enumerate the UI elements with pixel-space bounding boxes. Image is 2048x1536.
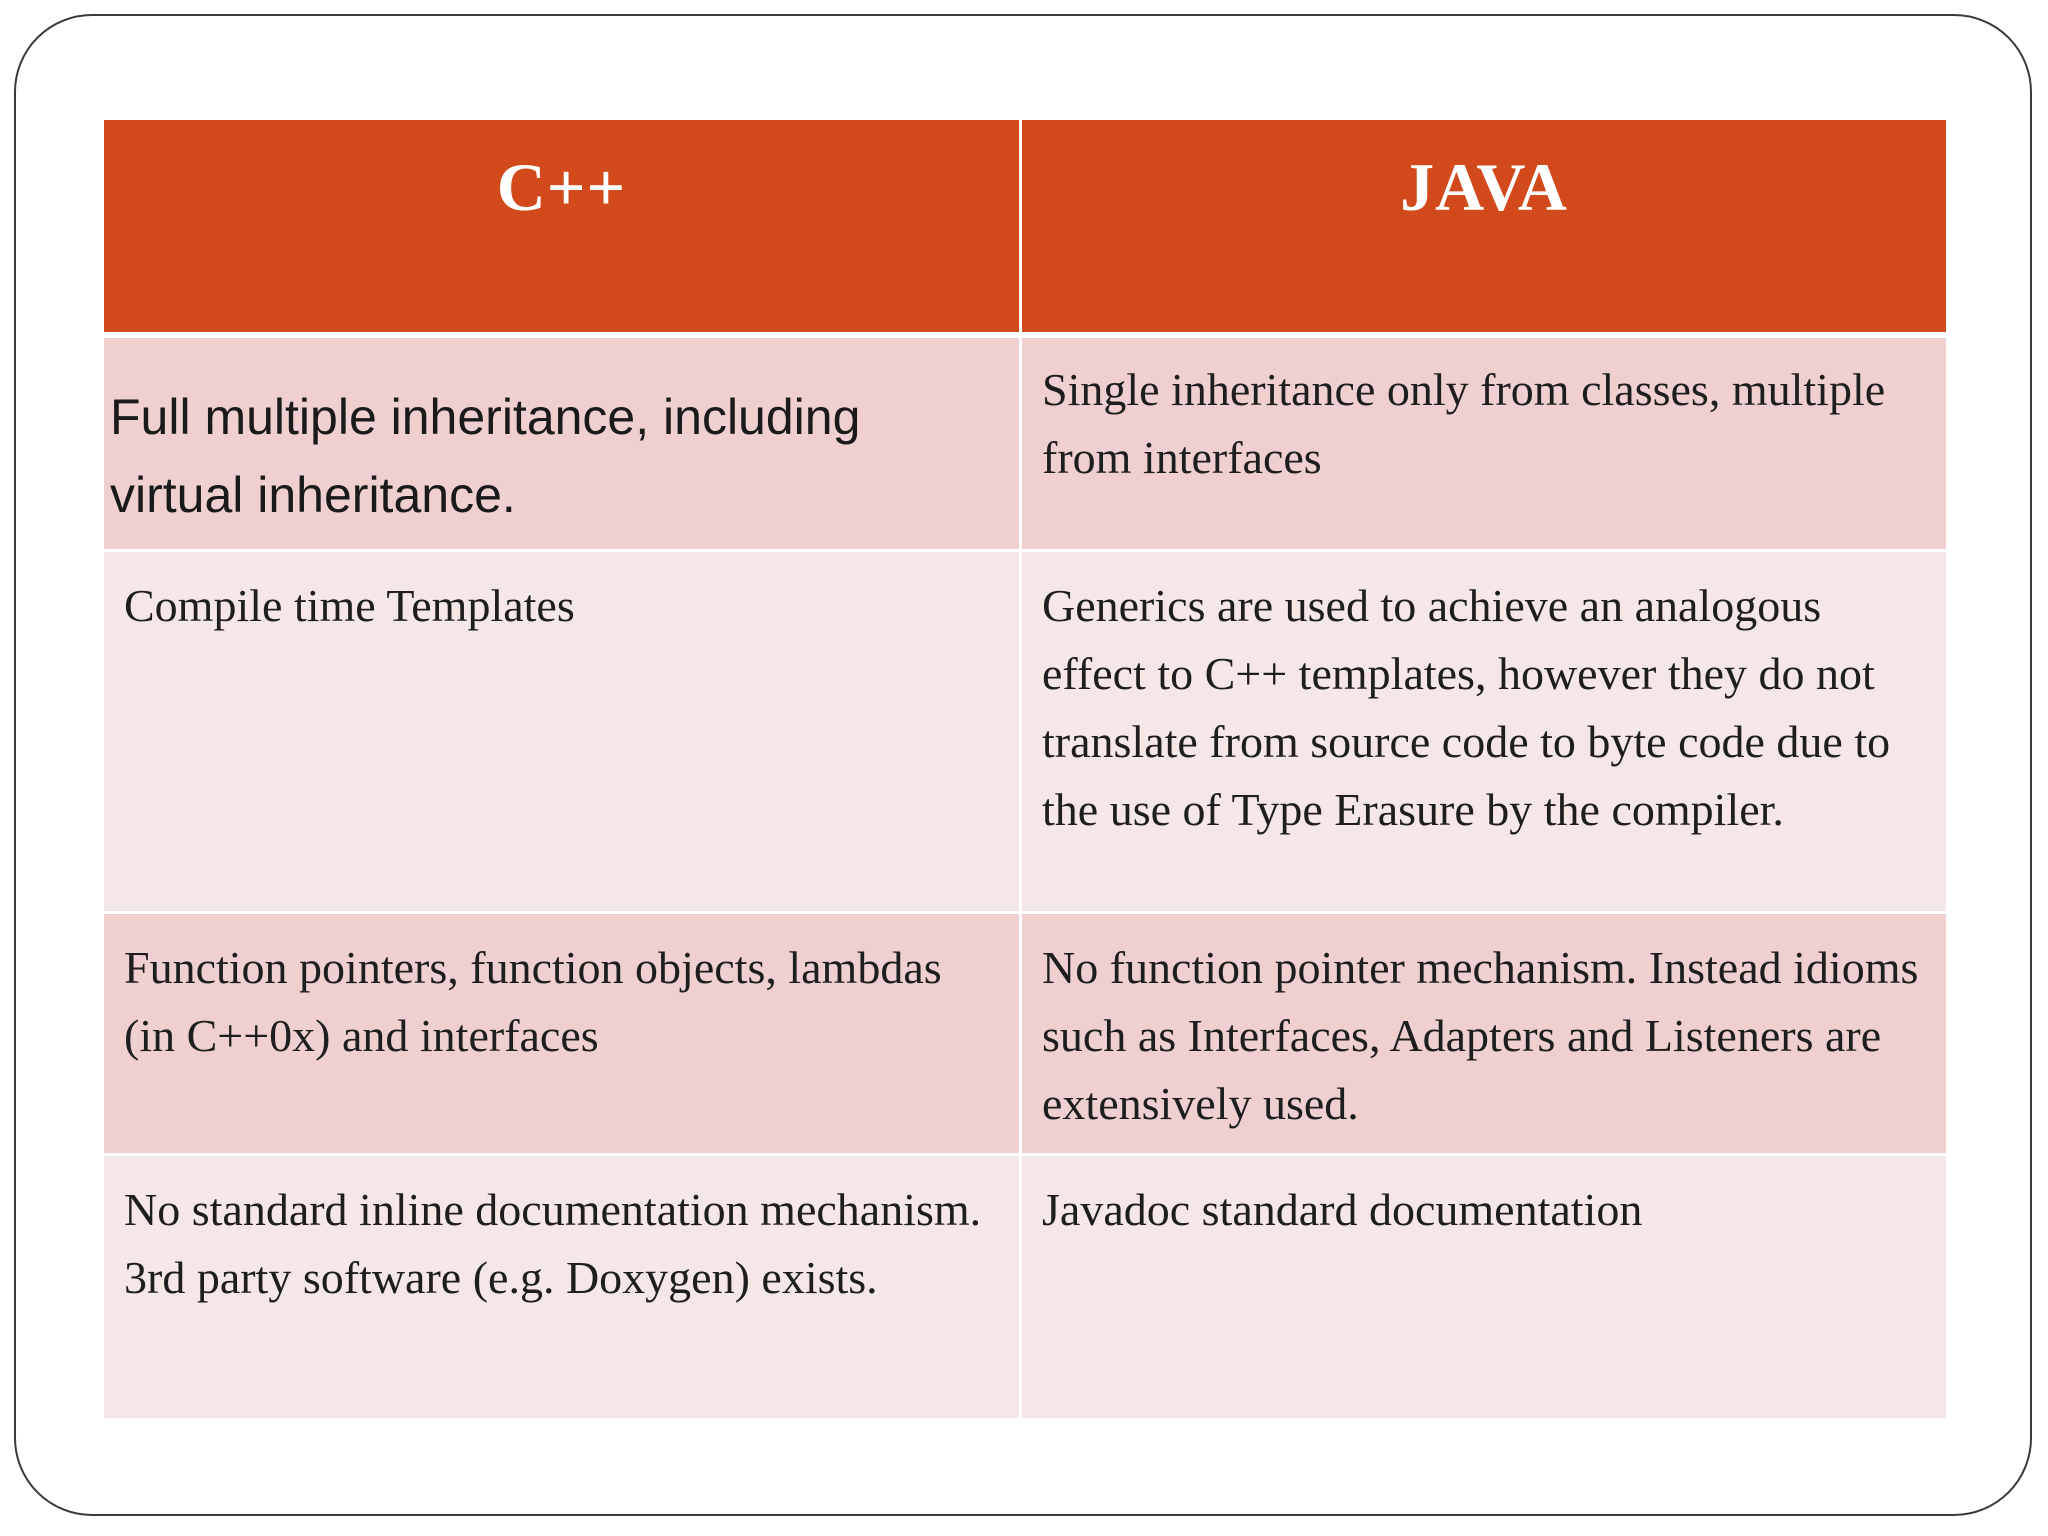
row-4-cpp-text: No standard inline documentation mechanism. 3rd party software (e.g. Doxygen) exists.	[124, 1184, 982, 1303]
row-2-cpp-cell	[104, 552, 1022, 914]
comparison-table	[104, 120, 1946, 1418]
row-1-java-text: Single inheritance only from classes, multiple from interfaces	[1042, 364, 1886, 483]
row-3-java-text: No function pointer mechanism. Instead idioms such as Interfaces, Adapters and Listeners are extensively used.	[1042, 942, 1919, 1129]
row-4-java-cell	[1022, 1156, 1946, 1418]
row-3-cpp-cell	[104, 914, 1022, 1156]
row-2-java-cell	[1022, 552, 1946, 914]
row-1-java-cell	[1022, 338, 1946, 552]
header-cpp: C++	[104, 120, 1022, 338]
row-4-java-text: Javadoc standard documentation	[1042, 1184, 1643, 1235]
row-1-cpp-text: Full multiple inheritance, including virtual inheritance.	[110, 389, 861, 523]
row-2-java-text: Generics are used to achieve an analogous effect to C++ templates, however they do not translate from source code to byte code due to the use of Type Erasure by the compiler.	[1042, 580, 1891, 835]
row-1-cpp-cell	[104, 338, 1022, 552]
row-2-cpp-text: Compile time Templates	[124, 580, 575, 631]
header-java: JAVA	[1022, 120, 1946, 338]
row-3-cpp-text: Function pointers, function objects, lambdas (in C++0x) and interfaces	[124, 942, 942, 1061]
row-4-cpp-cell	[104, 1156, 1022, 1418]
row-3-java-cell	[1022, 914, 1946, 1156]
